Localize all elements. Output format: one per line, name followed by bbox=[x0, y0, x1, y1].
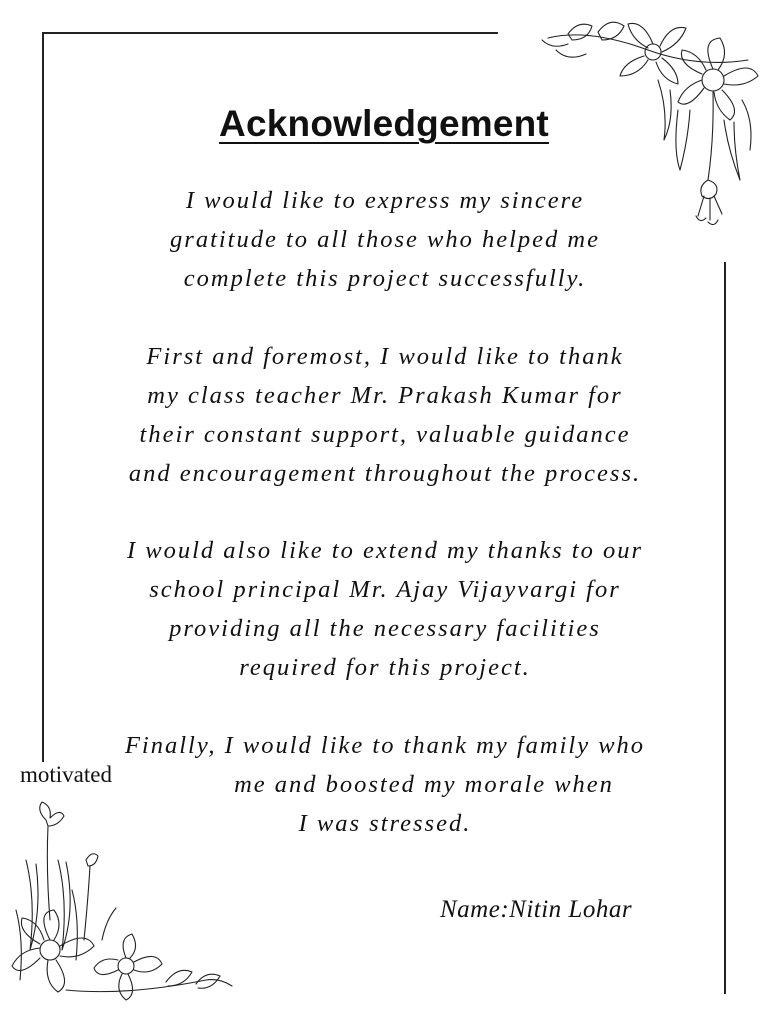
page-title: Acknowledgement bbox=[219, 102, 549, 144]
paragraph-principal bbox=[40, 532, 730, 688]
signature-name: Name:Nitin Lohar bbox=[440, 896, 633, 923]
border-top-rule bbox=[42, 32, 498, 34]
paragraph-intro bbox=[40, 182, 730, 299]
paragraph-line: gratitude to all those who helped me bbox=[170, 225, 600, 253]
paragraph-line: my class teacher Mr. Prakash Kumar for bbox=[147, 381, 623, 409]
paragraph-line: providing all the necessary facilities bbox=[169, 614, 601, 642]
paragraph-teacher bbox=[40, 338, 730, 494]
paragraph-family bbox=[40, 727, 730, 844]
paragraph-line: I would also like to extend my thanks to our bbox=[127, 537, 643, 564]
paragraph-line: and encouragement throughout the process. bbox=[128, 459, 642, 487]
paragraph-line: I would like to express my sincere bbox=[185, 187, 585, 214]
paragraph-line: Finally, I would like to thank my family who bbox=[124, 732, 646, 759]
paragraph-line: complete this project successfully. bbox=[183, 264, 587, 292]
stray-word: motivated bbox=[20, 762, 112, 787]
paragraph-line: I was stressed. bbox=[298, 809, 472, 837]
paragraph-line: me and boosted my morale when bbox=[234, 770, 614, 798]
paragraph-line: required for this project. bbox=[239, 653, 531, 681]
paragraph-line: school principal Mr. Ajay Vijayvargi for bbox=[149, 575, 621, 603]
paragraph-line: First and foremost, I would like to thank bbox=[146, 343, 624, 370]
paragraph-line: their constant support, valuable guidance bbox=[139, 420, 631, 448]
